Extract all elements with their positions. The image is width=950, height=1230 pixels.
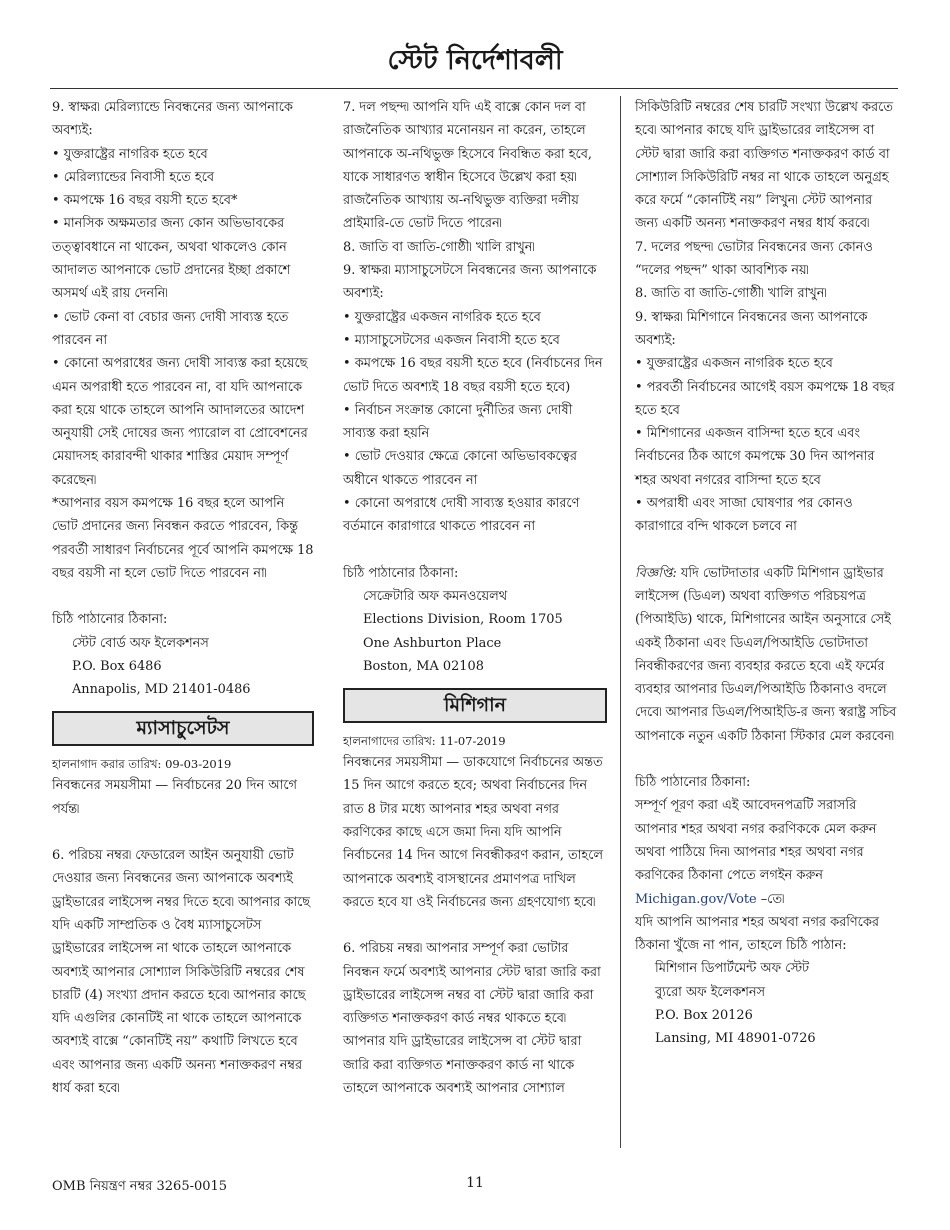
- massachusetts-updated-date: হালনাগাদ করার তারিখ: 09-03-2019: [52, 757, 232, 772]
- column-divider: [620, 96, 621, 1148]
- address-line: P.O. Box 20126: [655, 1007, 753, 1023]
- maryland-address: [52, 632, 314, 702]
- michigan-party: 7. দলের পছন্দ৷ ভোটার নিবন্ধনের জন্য কোনও “দলের পছন্দ” থাকা আবশ্যিক নয়৷: [635, 239, 873, 279]
- michigan-mail-text: [635, 794, 897, 957]
- michigan-address: [635, 957, 897, 1050]
- massachusetts-mail-label: চিঠি পাঠানোর ঠিকানা:: [343, 565, 459, 581]
- mail-instructions: সম্পূর্ণ পূরণ করা এই আবেদনপত্রটি সরাসরি আপনার শহর অথবা নগর করণিককে মেল করুন অথবা পাঠিয়ে দিন৷ আপনার শহর অথবা নগর করণিকের ঠিকানা পেতে লগইন করুন: [635, 798, 877, 884]
- column-massachusetts: [343, 96, 607, 1100]
- address-line: Elections Division, Room 1705: [363, 612, 563, 628]
- massachusetts-id-number: 6. পরিচয় নম্বর৷ ফেডারেল আইন অনুযায়ী ভোট দেওয়ার জন্য নিবন্ধনের জন্য আপনাকে অবশ্যই ড্রাইভারের লাইসেন্স নম্বর দিতে হবে৷ আপনার কাছে যদি একটি সাম্প্রতিক ও বৈধ ম্যাসাচুসেটস ড্রাইভারের লাইসেন্স না থাকে তাহলে আপনাকে অবশ্যই আপনার সোশ্যাল সিকিউরিটি নম্বরের শেষ চারটি (4) সংখ্যা প্রদান করতে হবে৷ আপনার কাছে যদি এগুলির কোনটিই না থাকে তাহলে আপনাকে অবশ্যই বাক্সে “কোনটিই নয়” কথাটি লিখতে হবে এবং আপনার জন্য একটি অনন্য শনাক্তকরণ নম্বর ধার্য করা হবে৷: [52, 848, 311, 1096]
- list-item: • কমপক্ষে 16 বছর বয়সী হতে হবে (নির্বাচনের দিন ভোট দিতে অবশ্যই 18 বছর বয়সী হতে হবে): [343, 352, 607, 399]
- column-maryland: [52, 96, 314, 1100]
- list-item: • ভোট কেনা বা বেচার জন্য দোষী সাব্যস্ত হতে পারবেন না: [52, 306, 314, 353]
- page-title: স্টেট নির্দেশাবলী: [387, 45, 563, 76]
- list-item: • মেরিল্যান্ডের নিবাসী হতে হবে: [52, 166, 314, 189]
- address-line: One Ashburton Place: [363, 635, 502, 651]
- massachusetts-address: [343, 585, 607, 678]
- address-line: Boston, MA 02108: [363, 658, 484, 674]
- massachusetts-signature-intro: 9. স্বাক্ষর৷ ম্যাসাচুসেটসে নিবন্ধনের জন্য আপনাকে অবশ্যই:: [343, 263, 597, 302]
- list-item: • ম্যাসাচুসেটসের একজন নিবাসী হতে হবে: [343, 329, 607, 352]
- address-line: স্টেট বোর্ড অফ ইলেকশনস: [72, 635, 209, 651]
- address-line: Lansing, MI 48901-0726: [655, 1031, 816, 1047]
- massachusetts-heading: ম্যাসাচুসেটস: [52, 711, 314, 746]
- address-line: Annapolis, MD 21401-0486: [72, 682, 251, 698]
- list-item: • নির্বাচন সংক্রান্ত কোনো দুর্নীতির জন্য দোষী সাব্যস্ত করা হয়নি: [343, 399, 607, 446]
- list-item: • ভোট দেওয়ার ক্ষেত্রে কোনো অভিভাবকত্বের অধীনে থাকতে পারবেন না: [343, 445, 607, 492]
- michigan-signature-intro: 9. স্বাক্ষর৷ মিশিগানে নিবন্ধনের জন্য আপনাকে অবশ্যই:: [635, 309, 868, 348]
- massachusetts-party: 7. দল পছন্দ৷ আপনি যদি এই বাক্সে কোন দল বা রাজনৈতিক আখ্যার মনোনয়ন না করেন, তাহলে আপনাকে অ-নথিভুক্ত হিসেবে নিবন্ধিত করা হবে, যাকে সাধারণত স্বাধীন হিসেবে উল্লেখ করা হয়৷ রাজনৈতিক আখ্যায় অ-নথিভুক্ত ব্যক্তিরা দলীয় প্রাইমারি-তে ভোট দিতে পারেন৷: [343, 100, 592, 232]
- list-item: • যুক্তরাষ্ট্রের একজন নাগরিক হতে হবে: [343, 306, 607, 329]
- michigan-id-continued: সিকিউরিটি নম্বরের শেষ চারটি সংখ্যা উল্লেখ করতে হবে৷ আপনার কাছে যদি ড্রাইভারের লাইসেন্স বা স্টেট দ্বারা জারি করা ব্যক্তিগত শনাক্তকরণ কার্ড বা সোশ্যাল সিকিউরিটি নম্বর না থাকে তাহলে অনুগ্রহ করে ফর্মে “কোনটিই নয়” লিখুন৷ স্টেট আপনার জন্য একটি অনন্য শনাক্তকরণ নম্বর ধার্য করবে৷: [635, 100, 893, 232]
- michigan-vote-link[interactable]: Michigan.gov/Vote: [635, 891, 757, 907]
- maryland-signature-intro: 9. স্বাক্ষর৷ মেরিল্যান্ডে নিবন্ধনের জন্য আপনাকে অবশ্যই:: [52, 100, 293, 139]
- list-item: • কোনো অপরাধের জন্য দোষী সাব্যস্ত করা হয়েছে এমন অপরাধী হতে পারবেন না, বা যদি আপনাকে করা হয়ে থাকে তাহলে আপনি আদালতের আদেশ অনুযায়ী সেই দোষের জন্য প্যারোল বা প্রোবেশনের মেয়াদসহ কারাবন্দী থাকার শাস্তির মেয়াদ সম্পূর্ণ করেছেন৷: [52, 352, 314, 492]
- michigan-deadline: নিবন্ধনের সময়সীমা — ডাকযোগে নির্বাচনের অন্তত 15 দিন আগে করতে হবে; অথবা নির্বাচনের দিন রাত 8 টার মধ্যে আপনার শহর অথবা নগর করণিকের কাছে এসে জমা দিন৷ যদি আপনি নির্বাচনের 14 দিন আগে নিবন্ধীকরণ করান, তাহলে আপনাকে অবশ্যই বাসস্থানের প্রমাণপত্র দাখিল করতে হবে যা ওই নির্বাচনের জন্য গ্রহণযোগ্য হবে৷: [343, 755, 603, 910]
- list-item: • মিশিগানের একজন বাসিন্দা হতে হবে এবং নির্বাচনের ঠিক আগে কমপক্ষে 30 দিন আপনার শহর অথবা নগরের বাসিন্দা হতে হবে: [635, 422, 897, 492]
- mail-instructions-2: যদি আপনি আপনার শহর অথবা নগর করণিকের ঠিকানা খুঁজে না পান, তাহলে চিঠি পাঠান:: [635, 914, 879, 954]
- maryland-mail-label: চিঠি পাঠানোর ঠিকানা:: [52, 612, 168, 628]
- list-item: • কোনো অপরাধে দোষী সাব্যস্ত হওয়ার কারণে বর্তমানে কারাগারে থাকতে পারবেন না: [343, 492, 607, 539]
- massachusetts-deadline: নিবন্ধনের সময়সীমা — নির্বাচনের 20 দিন আগে পর্যন্ত৷: [52, 778, 298, 817]
- address-line: P.O. Box 6486: [72, 658, 162, 674]
- list-item: • যুক্তরাষ্ট্রের নাগরিক হতে হবে: [52, 143, 314, 166]
- link-suffix: –তে৷: [756, 891, 785, 907]
- address-line: সেক্রেটারি অফ কমনওয়েলথ: [363, 588, 508, 604]
- list-item: • কমপক্ষে 16 বছর বয়সী হতে হবে*: [52, 189, 314, 212]
- michigan-updated-date: হালনাগাদের তারিখ: 11-07-2019: [343, 734, 506, 749]
- list-item: • যুক্তরাষ্ট্রের একজন নাগরিক হতে হবে: [635, 352, 897, 375]
- maryland-age-note: *আপনার বয়স কমপক্ষে 16 বছর হলে আপনি ভোট প্রদানের জন্য নিবন্ধন করতে পারবেন, কিন্তু পরবর্তী সাধারণ নির্বাচনের পূর্বে আপনি কমপক্ষে 18 বছর বয়সী না হলে ভোট দিতে পারবেন না৷: [52, 496, 314, 581]
- maryland-requirements-list: [52, 143, 314, 492]
- notice-label: বিজ্ঞপ্তি:: [635, 565, 677, 581]
- michigan-requirements-list: [635, 352, 897, 538]
- column-michigan: [635, 96, 897, 1051]
- michigan-notice: [635, 562, 897, 748]
- page-number: 11: [466, 1175, 484, 1191]
- massachusetts-requirements-list: [343, 306, 607, 539]
- list-item: • অপরাধী এবং সাজা ঘোষণার পর কোনও কারাগারে বন্দি থাকলে চলবে না: [635, 492, 897, 539]
- address-line: মিশিগান ডিপার্টমেন্ট অফ স্টেট: [655, 961, 810, 977]
- michigan-mail-label: চিঠি পাঠানোর ঠিকানা:: [635, 775, 751, 791]
- list-item: • পরবর্তী নির্বাচনের আগেই বয়স কমপক্ষে 18 বছর হতে হবে: [635, 376, 897, 423]
- list-item: • মানসিক অক্ষমতার জন্য কোন অভিভাবকের তত্ত্বাবধানে না থাকেন, অথবা থাকলেও কোন আদালত আপনাকে ভোট প্রদানের ইচ্ছা প্রকাশে অসমর্থ এই রায় দেননি৷: [52, 212, 314, 305]
- michigan-race: 8. জাতি বা জাতি-গোষ্ঠী৷ খালি রাখুন৷: [635, 286, 827, 302]
- notice-text: যদি ভোটদাতার একটি মিশিগান ড্রাইভার লাইসেন্স (ডিএল) অথবা ব্যক্তিগত পরিচয়পত্র (পিআইডি) থাকে, মিশিগানের আইন অনুসারে সেই একই ঠিকানা এবং ডিএল/পিআইডি ভোটদাতা নিবন্ধীকরণের জন্য ব্যবহার করতে হবে৷ এই ফর্মের ব্যবহার আপনার ডিএল/পিআইডি ঠিকানাও বদলে দেবে৷ আপনার ডিএল/পিআইডি-র জন্য স্বরাষ্ট্র সচিব আপনাকে নতুন একটি ঠিকানা স্টিকার মেল করবেন৷: [635, 565, 897, 744]
- title-rule: [50, 88, 898, 89]
- michigan-heading: মিশিগান: [343, 688, 607, 723]
- omb-control-number: OMB নিয়ন্ত্রণ নম্বর 3265-0015: [52, 1179, 228, 1194]
- michigan-id-number: 6. পরিচয় নম্বর৷ আপনার সম্পূর্ণ করা ভোটার নিবন্ধন ফর্মে অবশ্যই আপনার স্টেট দ্বারা জারি করা ড্রাইভারের লাইসেন্স নম্বর বা স্টেট দ্বারা জারি করা ব্যক্তিগত শনাক্তকরণ কার্ড নম্বর থাকতে হবে৷ আপনার যদি ড্রাইভারের লাইসেন্স বা স্টেট দ্বারা জারি করা ব্যক্তিগত শনাক্তকরণ কার্ড না থাকে তাহলে আপনাকে অবশ্যই আপনার সোশ্যাল: [343, 941, 601, 1096]
- address-line: ব্যুরো অফ ইলেকশনস: [655, 984, 766, 1000]
- massachusetts-race: 8. জাতি বা জাতি-গোষ্ঠী৷ খালি রাখুন৷: [343, 239, 535, 255]
